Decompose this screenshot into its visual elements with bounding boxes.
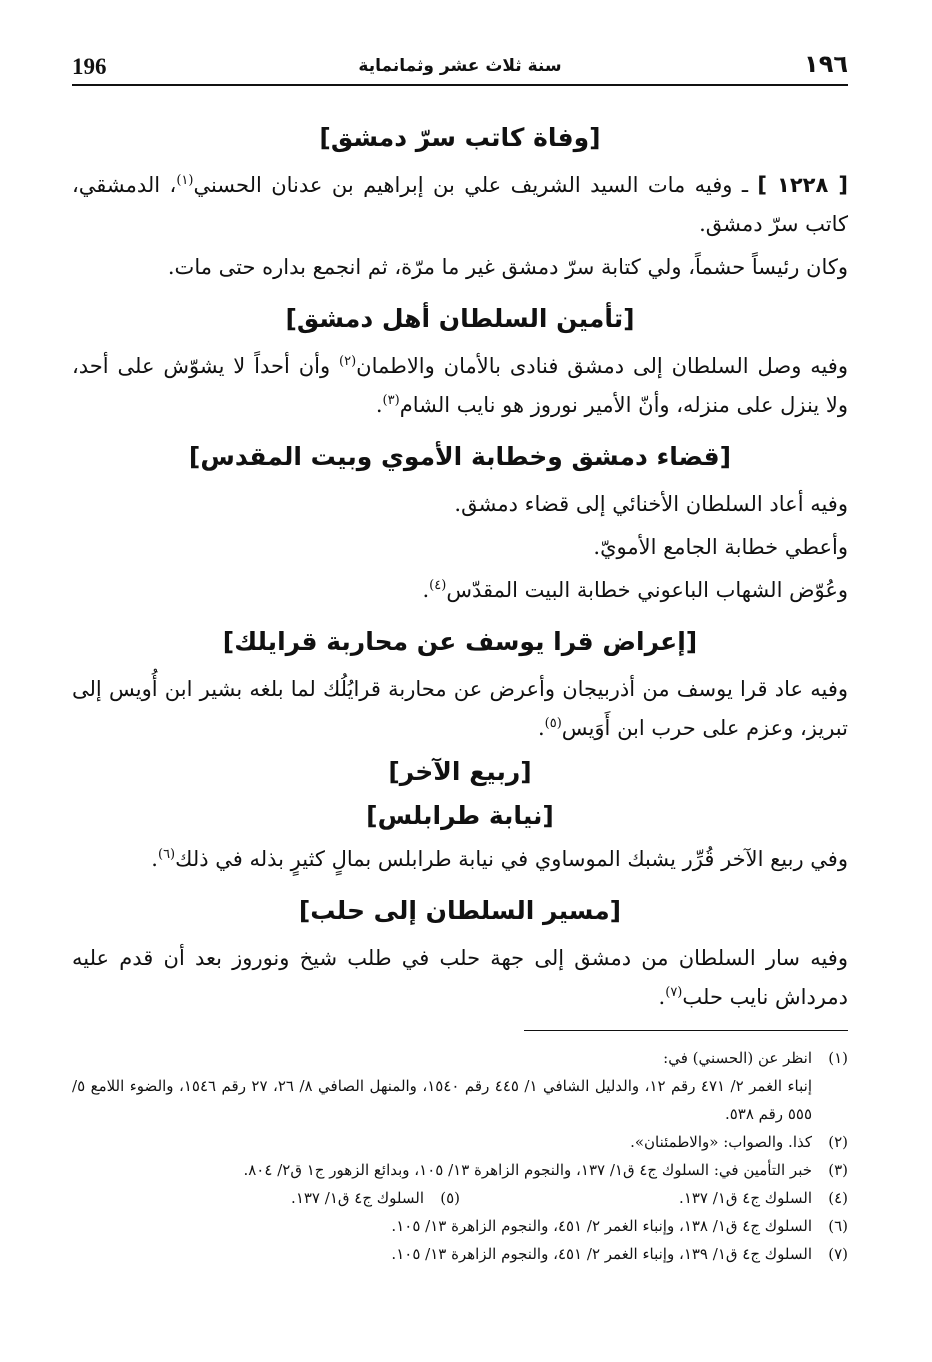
entry-number: [ ١٢٢٨ ] (757, 173, 848, 197)
section-heading-tripoli: [نيابة طرابلس] (366, 801, 554, 830)
footnote-ref[interactable]: (٦) (157, 847, 176, 862)
footnote-mark: (٢) (828, 1133, 848, 1151)
footnote-line: إنباء الغمر ٢/ ٤٧١ رقم ١٢، والدليل الشافي ١/ ٤٤٥ رقم ١٥٤٠، والمنهل الصافي ٨/ ٢٦، ٢٧ رقم ١٥٤٦، والضوء اللامع ٥/ ٥٥٥ رقم ٥٣٨. (72, 1077, 812, 1123)
entry-1228 (72, 166, 848, 244)
footnote-4 (460, 1184, 848, 1212)
paragraph (72, 347, 848, 425)
footnote-mark: (٦) (828, 1217, 848, 1235)
section-heading-qara-yusuf: [إعراض قرا يوسف عن محاربة قرايلك] (222, 627, 698, 656)
running-title: سنة ثلاث عشر وثمانماية (358, 56, 562, 76)
footnote-text: السلوك ج٤ ق١/ ١٣٧. (679, 1189, 812, 1207)
footnote-text: السلوك ج٤ ق١/ ١٣٨، وإنباء الغمر ٢/ ٤٥١، والنجوم الزاهرة ١٣/ ١٠٥. (391, 1217, 812, 1235)
footnote-2 (72, 1128, 848, 1156)
paragraph-line: وأعطي خطابة الجامع الأمويّ. (593, 535, 848, 559)
footnote-3 (72, 1156, 848, 1184)
footnote-text: خبر التأمين في: السلوك ج٤ ق١/ ١٣٧، والنجوم الزاهرة ١٣/ ١٠٥، وبدائع الزهور ج١ ق٢/ ٨٠٤. (243, 1161, 812, 1179)
footnote-1 (72, 1044, 848, 1128)
paragraph-line: وفيه أعاد السلطان الأخنائي إلى قضاء دمشق. (454, 492, 848, 516)
page-number-latin: 196 (72, 54, 107, 79)
paragraph-text: وأن أحداً لا يشوّش على أحد، ولا ينزل على منزله، وأنّ الأمير نوروز هو نايب الشام (72, 354, 848, 417)
paragraph-text: وفيه وصل السلطان إلى دمشق فنادى بالأمان والاطمان (356, 354, 848, 378)
running-header (72, 44, 848, 86)
section-heading-judgeship: [قضاء دمشق وخطابة الأموي وبيت المقدس] (188, 442, 732, 471)
paragraph-text: ـ وفيه مات السيد الشريف علي بن إبراهيم بن عدنان الحسني (193, 173, 748, 197)
section-heading-amnesty: [تأمين السلطان أهل دمشق] (285, 304, 635, 333)
paragraph-text: وفيه سار السلطان من دمشق إلى جهة حلب في طلب شيخ ونوروز بعد أن قدم عليه دمرداش نايب حلب (72, 946, 848, 1009)
paragraph-text: وفي ربيع الآخر قُرِّر يشبك الموساوي في نيابة طرابلس بمالٍ كثيرٍ بذله في ذلك (175, 847, 848, 871)
paragraph (72, 939, 848, 1017)
footnote-mark: (٤) (828, 1189, 848, 1207)
footnote-text (72, 1044, 812, 1128)
footnote-mark: (٥) (440, 1189, 460, 1207)
paragraph-text: ، الدمشقي، كاتب سرّ دمشق. (72, 173, 848, 236)
footnote-separator (524, 1030, 848, 1031)
paragraph-text: وفيه عاد قرا يوسف من أذربيجان وأعرض عن محاربة قرايُلُك لما بلغه بشير ابن أُويس إلى تبريز، وعزم على حرب ابن أَوَيس (72, 677, 849, 740)
footnote-6 (72, 1212, 848, 1240)
paragraph-text: . (658, 985, 666, 1009)
footnote-mark: (١) (828, 1049, 848, 1067)
footnote-line: انظر عن (الحسني) في: (663, 1049, 812, 1067)
footnote-text: السلوك ج٤ ق١/ ١٣٧. (291, 1189, 424, 1207)
paragraph: وكان رئيساً حشماً، ولي كتابة سرّ دمشق غير ما مرّة، ثم انجمع بداره حتى مات. (167, 255, 848, 279)
page-number-arabic: ١٩٦ (804, 50, 848, 78)
paragraph-line (72, 571, 848, 610)
paragraph-text: . (151, 847, 158, 871)
paragraph-text: . (422, 578, 430, 602)
footnote-ref[interactable]: (١) (176, 173, 194, 188)
footnote-ref[interactable]: (٢) (339, 354, 357, 369)
footnote-5 (72, 1184, 460, 1212)
footnotes (72, 1044, 848, 1268)
section-heading-month: [ربيع الآخر] (388, 757, 532, 786)
paragraph (72, 670, 848, 748)
footnote-4-5 (72, 1184, 848, 1212)
paragraph-text: . (537, 716, 545, 740)
footnote-text: السلوك ج٤ ق١/ ١٣٩، وإنباء الغمر ٢/ ٤٥١، والنجوم الزاهرة ١٣/ ١٠٥. (391, 1245, 812, 1263)
footnote-ref[interactable]: (٥) (544, 716, 562, 731)
paragraph-text: وعُوّض الشهاب الباعوني خطابة البيت المقدّس (446, 578, 848, 602)
footnote-mark: (٧) (828, 1245, 848, 1263)
paragraph-text: . (375, 393, 383, 417)
paragraph (72, 840, 848, 879)
footnote-ref[interactable]: (٤) (429, 578, 447, 593)
footnote-7 (72, 1240, 848, 1268)
footnote-ref[interactable]: (٣) (382, 393, 400, 408)
footnote-mark: (٣) (828, 1161, 848, 1179)
section-heading-death-of-secretary: [وفاة كاتب سرّ دمشق] (319, 123, 601, 152)
footnote-text: كذا. والصواب: «والاطمئنان». (630, 1133, 812, 1151)
main-text (72, 106, 848, 1021)
section-heading-march-to-aleppo: [مسير السلطان إلى حلب] (298, 896, 622, 925)
footnote-ref[interactable]: (٧) (665, 985, 683, 1000)
book-page (72, 36, 848, 1336)
